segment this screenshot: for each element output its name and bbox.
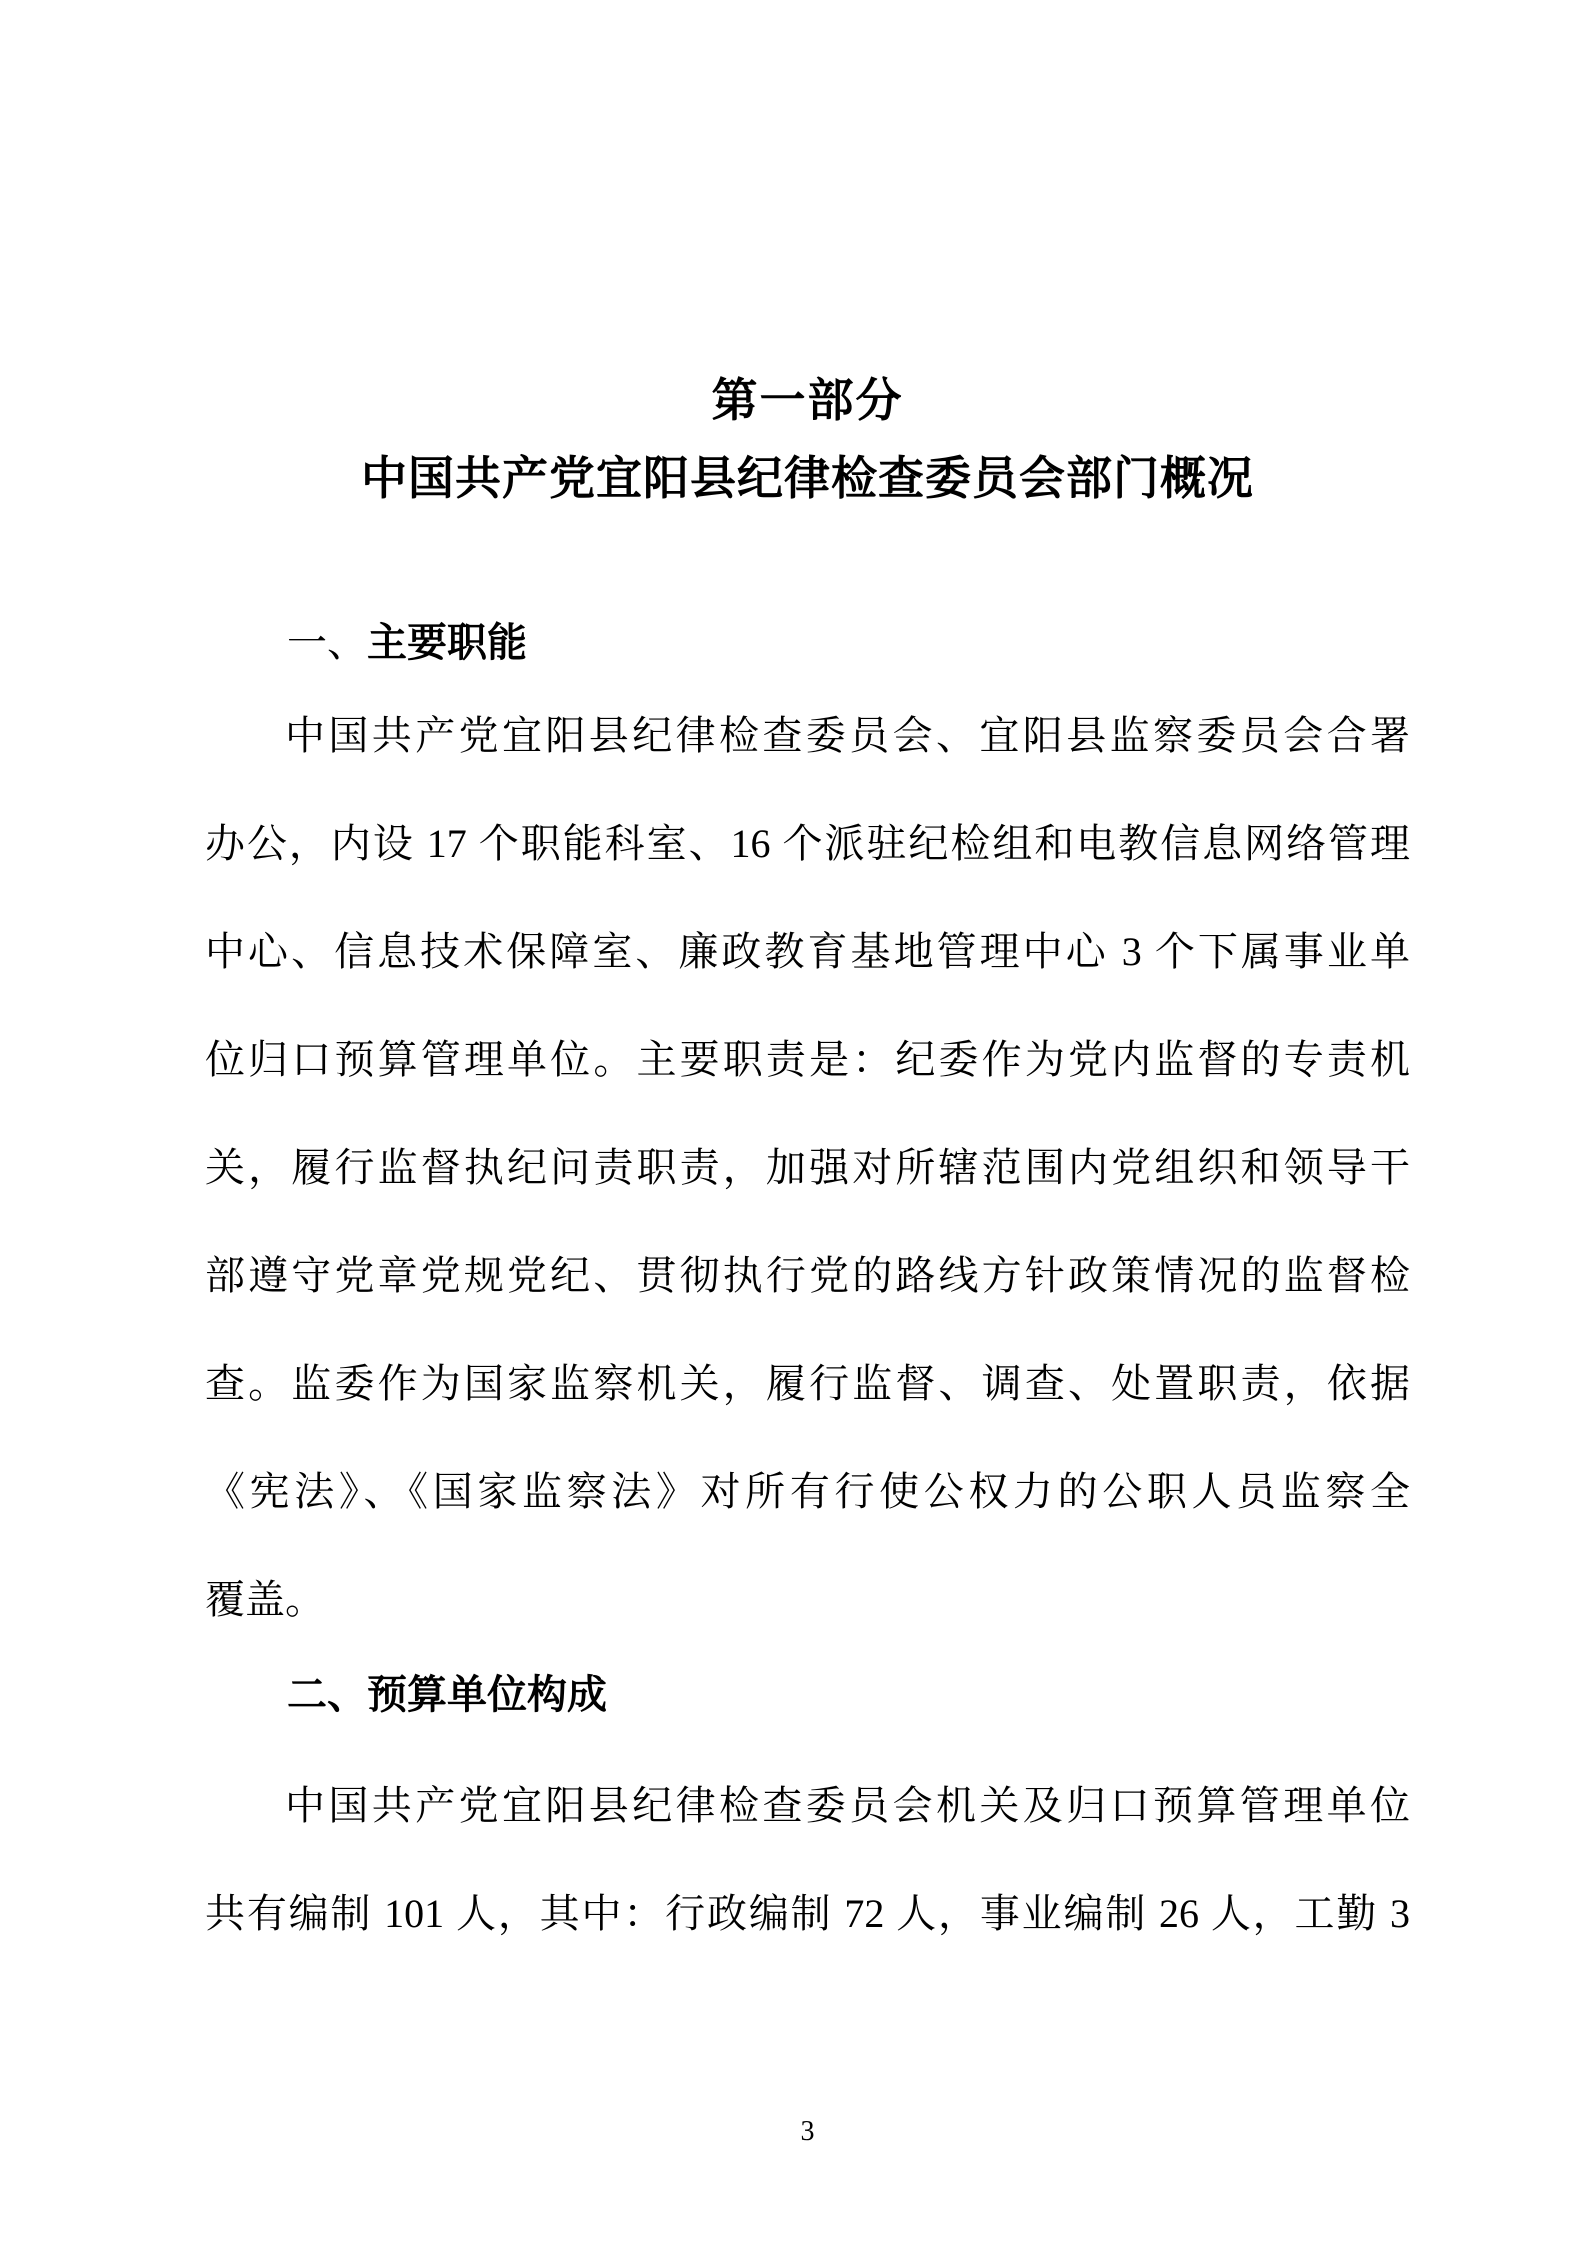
paragraph-line: 关，履行监督执纪问责职责，加强对所辖范围内党组织和领导干 bbox=[205, 1145, 1410, 1190]
paragraph-line: 《宪法》、《国家监察法》对所有行使公权力的公职人员监察全 bbox=[205, 1469, 1410, 1514]
section-1-number: 一、 bbox=[287, 620, 367, 665]
paragraph-line: 中国共产党宜阳县纪律检查委员会机关及归口预算管理单位 bbox=[285, 1783, 1410, 1828]
paragraph-line: 中心、信息技术保障室、廉政教育基地管理中心 3 个下属事业单 bbox=[205, 929, 1410, 974]
section-2-title: 预算单位构成 bbox=[367, 1673, 607, 1717]
part-title: 第一部分 bbox=[711, 374, 904, 426]
section-2-paragraph bbox=[205, 1752, 1410, 1968]
paragraph-line: 中国共产党宜阳县纪律检查委员会、宜阳县监察委员会合署 bbox=[285, 713, 1410, 758]
paragraph-line: 位归口预算管理单位。主要职责是：纪委作为党内监督的专责机 bbox=[205, 1037, 1410, 1082]
section-2-heading bbox=[205, 1660, 1492, 1730]
paragraph-line: 覆盖。 bbox=[205, 1577, 325, 1622]
section-2-number: 二、 bbox=[287, 1673, 367, 1717]
paragraph-line: 共有编制 101 人，其中：行政编制 72 人，事业编制 26 人，工勤 3 bbox=[205, 1891, 1410, 1936]
document-title: 中国共产党宜阳县纪律检查委员会部门概况 bbox=[361, 452, 1254, 504]
section-1-title: 主要职能 bbox=[367, 621, 527, 665]
paragraph-line: 查。监委作为国家监察机关，履行监督、调查、处置职责，依据 bbox=[205, 1361, 1410, 1406]
paragraph-line: 部遵守党章党规党纪、贯彻执行党的路线方针政策情况的监督检 bbox=[205, 1253, 1410, 1298]
paragraph-line: 办公，内设 17 个职能科室、16 个派驻纪检组和电教信息网络管理 bbox=[205, 821, 1410, 866]
page-number: 3 bbox=[800, 2116, 815, 2147]
section-1-paragraph bbox=[205, 682, 1410, 1654]
section-1-heading bbox=[205, 608, 1492, 678]
